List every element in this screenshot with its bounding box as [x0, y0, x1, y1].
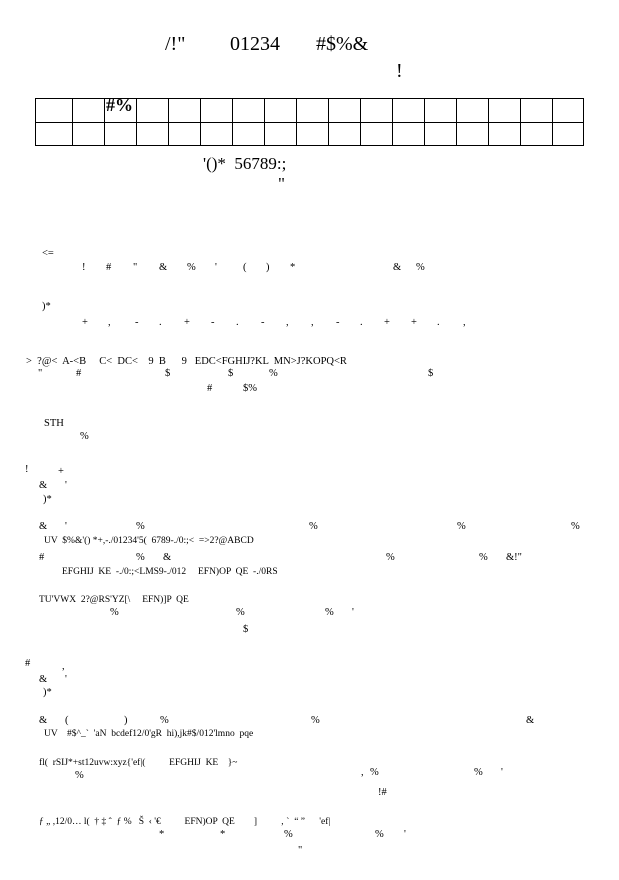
b2r1-mark: &: [39, 715, 48, 726]
s2row-mark: ,: [108, 317, 111, 328]
subtitle-line-2: ": [278, 174, 285, 193]
s2row-mark: ,: [311, 317, 314, 328]
s2row-mark: .: [159, 317, 162, 328]
b2r1-mark: (: [65, 715, 69, 726]
grid-col-divider: [552, 99, 553, 145]
grid-col-divider: [104, 99, 105, 145]
b1r1-mark: %: [457, 521, 466, 532]
b1-line-2: EFGHIJ KE -./0:;<LMS9-./012 EFN)OP QE -./0RS: [62, 567, 278, 577]
b1-dollar: $: [243, 624, 249, 635]
grid-col-divider: [264, 99, 265, 145]
s1row-mark: ': [215, 262, 217, 273]
b2-line-2: fl( rSIJ*+st12uvw:xyz{'ef|( EFGHIJ KE }~: [39, 758, 238, 768]
b1r1-mark: ': [65, 521, 67, 532]
s3sub-mark: #: [76, 368, 82, 379]
s2row-mark: -: [211, 317, 215, 328]
s2row-mark: -: [336, 317, 340, 328]
b1r3-mark: %: [325, 607, 334, 618]
s3sub2-mark: #: [207, 383, 213, 394]
s3sub-mark: %: [269, 368, 278, 379]
grid-row-divider: [36, 122, 583, 123]
s1row-mark: &: [159, 262, 168, 273]
s1row-mark: ": [133, 262, 138, 273]
grid-col-divider: [456, 99, 457, 145]
subtitle-line-1: '()* 56789:;: [203, 154, 287, 173]
s3sub-mark: ": [38, 368, 43, 379]
s1row-mark: #: [106, 262, 112, 273]
b1-quote: ': [65, 480, 67, 491]
grid-col-divider: [296, 99, 297, 145]
b2-line-1: UV #$^_` 'aN bcdef12/0'gR hi),jk#$/012'lmno pqe: [44, 729, 254, 739]
b1r2-mark: #: [39, 552, 45, 563]
b2-amp: &: [39, 674, 48, 685]
grid-col-divider: [328, 99, 329, 145]
b1r3-mark: %: [110, 607, 119, 618]
s4-label: STH: [44, 418, 64, 429]
grid-col-divider: [232, 99, 233, 145]
b2r3-mark: ': [404, 829, 406, 840]
s1row-mark: %: [416, 262, 425, 273]
b1r1-mark: %: [136, 521, 145, 532]
grid-col-divider: [392, 99, 393, 145]
b1-amp: &: [39, 480, 48, 491]
b2r1-mark: &: [526, 715, 535, 726]
b1r1-mark: %: [309, 521, 318, 532]
b2r2-mark: ': [501, 767, 503, 778]
b1r2-mark: &!": [506, 552, 522, 563]
b2-mark: #: [25, 658, 31, 669]
b2r3-mark: *: [159, 829, 165, 840]
s1row-mark: ): [266, 262, 270, 273]
s2row-mark: +: [184, 317, 190, 328]
grid-col-divider: [200, 99, 201, 145]
s1row-mark: *: [290, 262, 296, 273]
b2r3-mark: %: [375, 829, 384, 840]
b1r2-mark: &: [163, 552, 172, 563]
b1r3-mark: ': [352, 607, 354, 618]
b1r2-mark: %: [479, 552, 488, 563]
b2-quote: ': [65, 674, 67, 685]
s3sub2-mark: $%: [243, 383, 257, 394]
b2-pct: %: [75, 770, 84, 781]
b1r2-mark: %: [136, 552, 145, 563]
b1r3-mark: %: [236, 607, 245, 618]
b2r1-mark: %: [160, 715, 169, 726]
grid-col-divider: [136, 99, 137, 145]
s2row-mark: -: [261, 317, 265, 328]
grid-col-divider: [360, 99, 361, 145]
b2-paren: )*: [43, 687, 52, 698]
b2-comma: ,: [62, 661, 65, 672]
b1-line-1: UV $%&'() *+,-./01234'5( 6789-./0:;< =>2?@ABCD: [44, 536, 254, 546]
grid-col-divider: [488, 99, 489, 145]
b1r1-mark: %: [571, 521, 580, 532]
b1r1-mark: &: [39, 521, 48, 532]
title-exclaim: !: [396, 60, 403, 82]
grid-col-divider: [520, 99, 521, 145]
s2row-mark: .: [236, 317, 239, 328]
s1row-mark: (: [243, 262, 247, 273]
b2r2-mark: ,: [361, 767, 364, 778]
b1-plus: +: [58, 466, 64, 477]
s2row-mark: ,: [286, 317, 289, 328]
b2-line-3: ƒ „ ,12/0… l( † ‡ ˆ ƒ % Š ‹ '€ EFN)OP QE ] ‚ ` “ ” 'ef|: [39, 817, 331, 827]
b2r3-mark: *: [220, 829, 226, 840]
title-part-3: #$%&: [316, 33, 369, 55]
grid-mark: #%: [106, 95, 133, 115]
s4-sub: %: [80, 431, 89, 442]
b2r3-mark: %: [284, 829, 293, 840]
s2row-mark: ,: [463, 317, 466, 328]
b2-bang: !#: [378, 787, 387, 798]
s2row-mark: +: [411, 317, 417, 328]
s3sub-mark: $: [228, 368, 234, 379]
b1-mark: !: [25, 464, 29, 475]
title-part-2: 01234: [230, 33, 280, 55]
s2row-mark: +: [384, 317, 390, 328]
b1r2-mark: %: [386, 552, 395, 563]
s2row-mark: +: [82, 317, 88, 328]
title-part-1: /!": [165, 33, 186, 55]
s3sub-mark: $: [428, 368, 434, 379]
grid-col-divider: [168, 99, 169, 145]
s2row-mark: -: [135, 317, 139, 328]
s1row-mark: &: [393, 262, 402, 273]
s2-label: )*: [42, 301, 51, 312]
s3sub-mark: $: [165, 368, 171, 379]
s1row-mark: %: [187, 262, 196, 273]
s3-line: > ?@< A-<B C< DC< 9 B 9 EDC<FGHIJ?KL MN>J?KOPQ<R: [26, 356, 347, 367]
b2r2-mark: %: [370, 767, 379, 778]
grid-col-divider: [424, 99, 425, 145]
b2r1-mark: %: [311, 715, 320, 726]
b2r1-mark: ): [124, 715, 128, 726]
s1row-mark: !: [82, 262, 86, 273]
s2row-mark: .: [360, 317, 363, 328]
grid-col-divider: [72, 99, 73, 145]
b2r2-mark: %: [474, 767, 483, 778]
b1-paren: )*: [43, 494, 52, 505]
s1-label: <=: [42, 248, 54, 259]
b1-line-3: TU'VWX 2?@RS'YZ[\ EFN)]P QE: [39, 595, 189, 605]
s2row-mark: .: [437, 317, 440, 328]
b2-last: ": [298, 845, 303, 856]
